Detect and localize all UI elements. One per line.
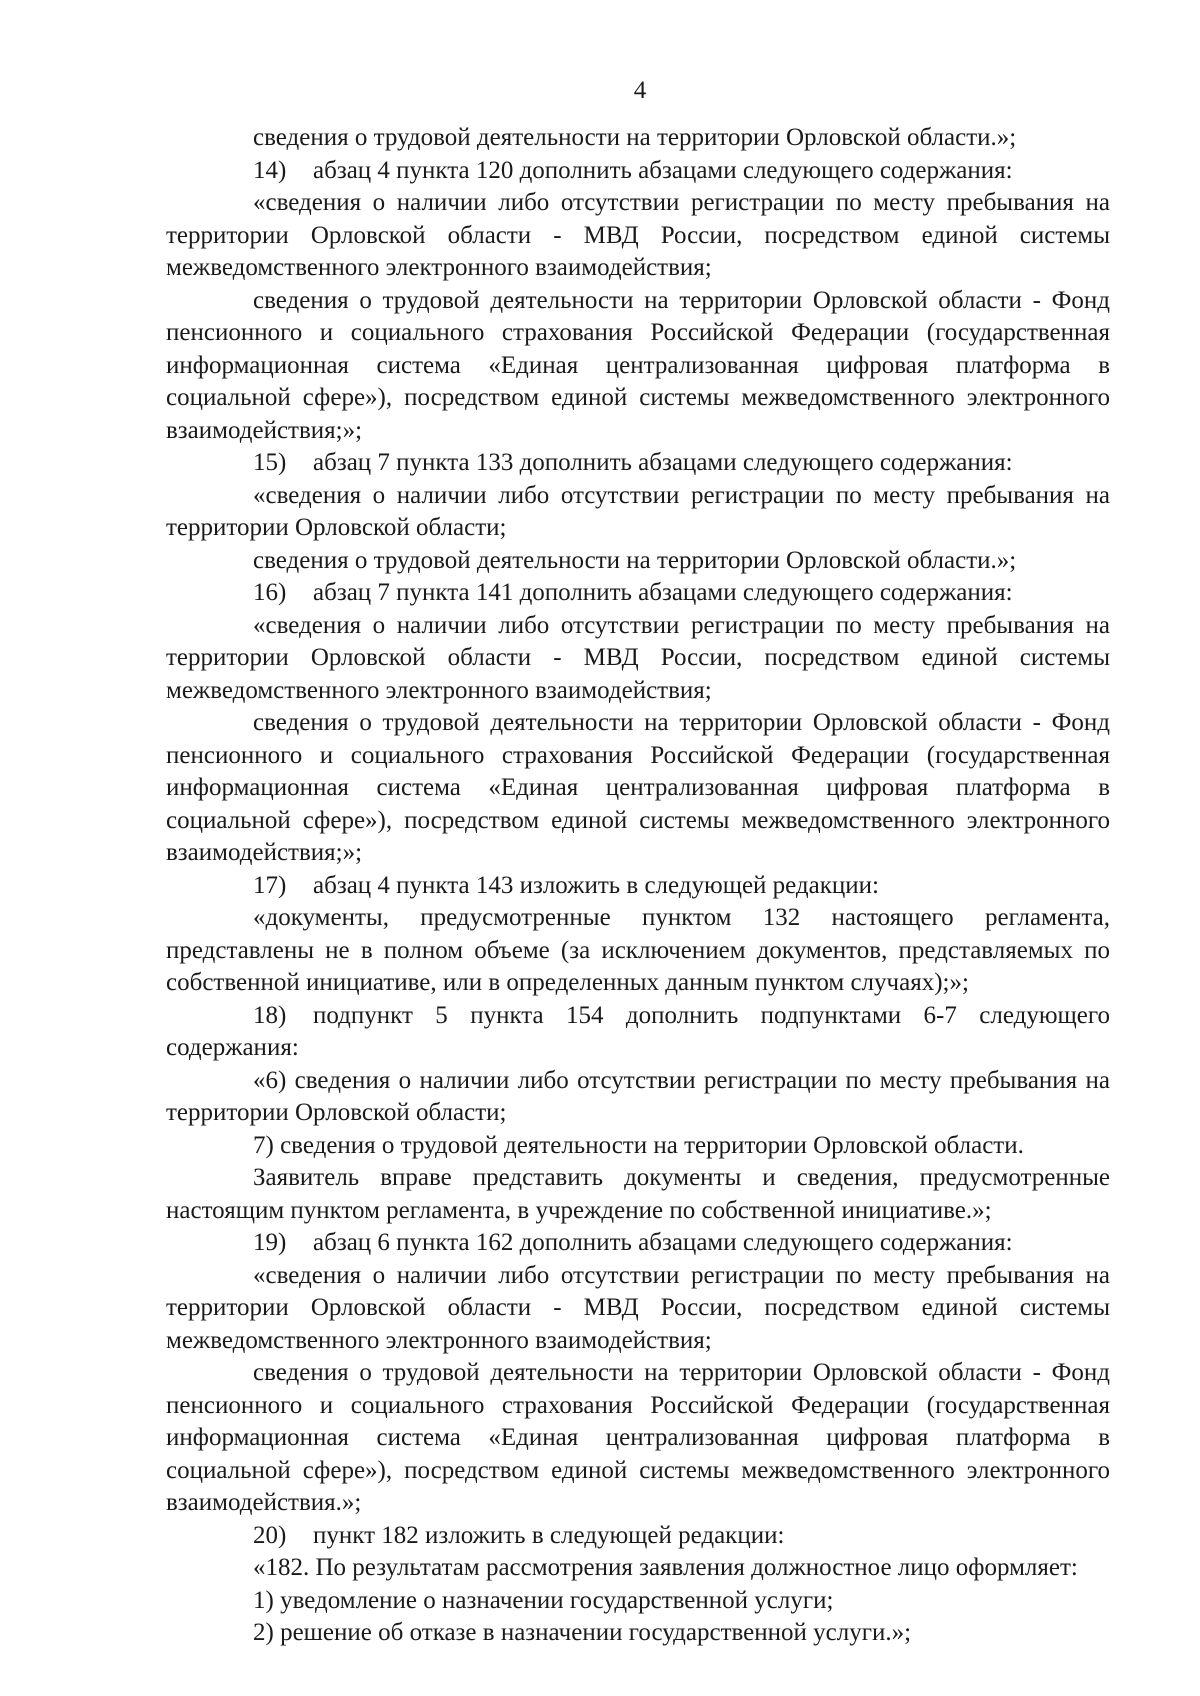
paragraph [166, 285, 1110, 448]
paragraph [166, 1552, 1110, 1585]
paragraph-text: 7) сведения о трудовой деятельности на территории Орловской области. [253, 1131, 1024, 1159]
list-item [166, 1227, 1110, 1260]
paragraph [166, 1065, 1110, 1130]
list-item-text: абзац 4 пункта 143 изложить в следующей редакции: [313, 871, 879, 899]
paragraph-text: «сведения о наличии либо отсутствии регистрации по месту пребывания на территории Орловской области - МВД России, посредством единой системы межведомственного электронного взаимодействия; [166, 1261, 1110, 1354]
paragraph-text: «182. По результатам рассмотрения заявления должностное лицо оформляет: [253, 1554, 1078, 1581]
list-item-text: абзац 7 пункта 133 дополнить абзацами следующего содержания: [313, 449, 1013, 476]
paragraph [166, 545, 1110, 578]
list-item-text: пункт 182 изложить в следующей редакции: [313, 1521, 785, 1549]
list-item [166, 870, 1110, 903]
paragraph [166, 1130, 1110, 1163]
page-number: 4 [633, 77, 647, 104]
paragraph-text: 2) решение об отказе в назначении государственной услуги.»; [253, 1619, 912, 1646]
list-item-number: 18) [253, 1001, 287, 1029]
paragraph-text: сведения о трудовой деятельности на территории Орловской области - Фонд пенсионного и социального страхования Российской Федерации (государственная информационная система «Единая централизованная цифровая платформа в социальной сфере»), посредством единой системы межведомственного электронного взаимодействия;»; [166, 709, 1110, 866]
paragraph-text: «документы, предусмотренные пунктом 132 настоящего регламента, представлены не в полном объеме (за исключением документов, представляемых по собственной инициативе, или в определенных данным пунктом случаях);»; [166, 904, 1110, 996]
paragraph [166, 187, 1110, 285]
paragraph [166, 610, 1110, 708]
list-item [166, 155, 1110, 188]
list-item [166, 1520, 1110, 1553]
list-item-number: 15) [253, 449, 287, 476]
list-item-text: абзац 6 пункта 162 дополнить абзацами следующего содержания: [313, 1229, 1013, 1256]
list-item [166, 577, 1110, 610]
list-item-number: 20) [253, 1521, 287, 1549]
paragraph [166, 707, 1110, 870]
paragraph-text: Заявитель вправе представить документы и сведения, предусмотренные настоящим пунктом регламента, в учреждение по собственной инициативе.»; [166, 1164, 1110, 1224]
list-item-number: 16) [253, 579, 287, 606]
list-item-number: 14) [253, 156, 287, 184]
list-item [166, 1000, 1110, 1065]
paragraph-text: сведения о трудовой деятельности на территории Орловской области - Фонд пенсионного и социального страхования Российской Федерации (государственная информационная система «Единая централизованная цифровая платформа в социальной сфере»), посредством единой системы межведомственного электронного взаимодействия;»; [166, 286, 1110, 444]
list-item-number: 17) [253, 871, 287, 899]
paragraph-text: «6) сведения о наличии либо отсутствии регистрации по месту пребывания на территории Орловской области; [166, 1066, 1110, 1126]
list-item-text: абзац 7 пункта 141 дополнить абзацами следующего содержания: [313, 579, 1013, 606]
paragraph-text: сведения о трудовой деятельности на территории Орловской области.»; [253, 124, 1017, 151]
paragraph [166, 1585, 1110, 1618]
paragraph [166, 1162, 1110, 1227]
list-item [166, 447, 1110, 480]
document-body [166, 122, 1110, 1650]
paragraph [166, 480, 1110, 545]
paragraph [166, 1260, 1110, 1358]
paragraph [166, 1357, 1110, 1520]
paragraph [166, 122, 1110, 155]
paragraph-text: «сведения о наличии либо отсутствии регистрации по месту пребывания на территории Орловской области - МВД России, посредством единой системы межведомственного электронного взаимодействия; [166, 189, 1110, 281]
list-item-text: подпункт 5 пункта 154 дополнить подпунктами 6-7 следующего содержания: [166, 1001, 1110, 1061]
paragraph [166, 1617, 1110, 1650]
paragraph-text: «сведения о наличии либо отсутствии регистрации по месту пребывания на территории Орловской области; [166, 481, 1110, 541]
paragraph-text: сведения о трудовой деятельности на территории Орловской области.»; [253, 546, 1017, 574]
list-item-number: 19) [253, 1229, 287, 1256]
paragraph-text: сведения о трудовой деятельности на территории Орловской области - Фонд пенсионного и социального страхования Российской Федерации (государственная информационная система «Единая централизованная цифровая платформа в социальной сфере»), посредством единой системы межведомственного электронного взаимодействия.»; [166, 1359, 1110, 1516]
paragraph-text: 1) уведомление о назначении государственной услуги; [253, 1586, 834, 1614]
paragraph [166, 902, 1110, 1000]
list-item-text: абзац 4 пункта 120 дополнить абзацами следующего содержания: [313, 156, 1013, 184]
paragraph-text: «сведения о наличии либо отсутствии регистрации по месту пребывания на территории Орловской области - МВД России, посредством единой системы межведомственного электронного взаимодействия; [166, 611, 1110, 704]
